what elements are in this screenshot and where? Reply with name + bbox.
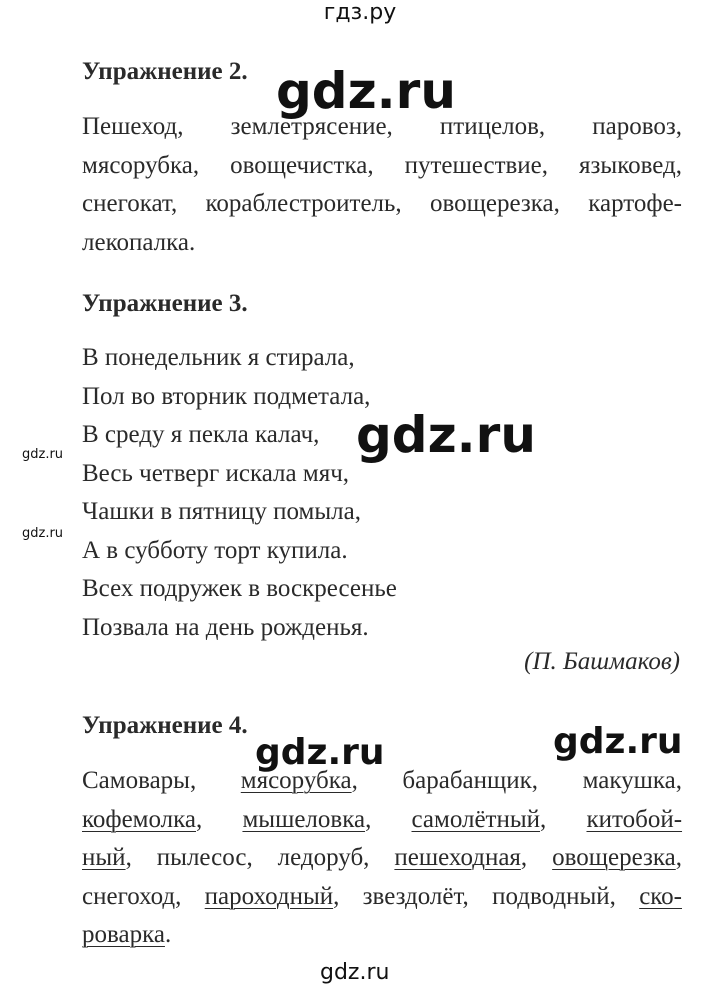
exercise-2-text (82, 108, 682, 262)
poem-author: (П. Башмаков) (524, 648, 680, 675)
exercise-3-title: Упражнение 3. (82, 290, 248, 317)
text-fragment: . (164, 921, 172, 948)
exercise-3-poem (82, 339, 397, 647)
watermark-bottom: gdz.ru (320, 960, 390, 985)
poem-line: А в субботу торт купила. (82, 536, 348, 564)
text-line: мясорубка, овощечистка, путешествие, языковед, (82, 151, 682, 179)
text-line (82, 916, 682, 955)
text-fragment: , пылесос, ледоруб, (125, 844, 395, 871)
text-fragment: снегоход, (82, 882, 205, 910)
text-line: Пешеход, землетрясение, птицелов, паровоз, (82, 113, 682, 140)
underlined-word: пешеходная (394, 844, 521, 871)
poem-line: Позвала на день рожденья. (82, 613, 369, 641)
underlined-word: самолётный (411, 805, 541, 833)
watermark-small: gdz.ru (22, 526, 64, 541)
watermark-top: гдз.ру (323, 0, 397, 25)
underlined-word: ско- (639, 882, 682, 910)
watermark-medium: gdz.ru (255, 732, 385, 773)
text-line (82, 878, 682, 917)
underlined-word: китобой- (586, 805, 683, 833)
poem-line: В понедельник я стирала, (82, 344, 355, 371)
underlined-word: мясорубка (240, 767, 352, 794)
underlined-word: кофемолка (82, 805, 197, 833)
underlined-word: мышеловка (242, 805, 366, 833)
underlined-word: пароходный (204, 882, 334, 910)
watermark-large: gdz.ru (356, 406, 536, 464)
text-line (82, 801, 682, 840)
text-fragment: , (540, 805, 587, 833)
poem-line: В среду я пекла калач, (82, 421, 320, 448)
text-line: лекопалка. (82, 228, 196, 256)
exercise-2-title: Упражнение 2. (82, 58, 248, 85)
poem-line: Всех подружек в воскресенье (82, 575, 397, 602)
underlined-word: овощерезка (552, 844, 676, 871)
text-fragment: , звездолёт, подводный, (333, 882, 640, 910)
watermark-medium: gdz.ru (553, 721, 683, 762)
poem-line: Весь четверг искала мяч, (82, 459, 350, 487)
text-fragment: , (196, 805, 243, 833)
poem-line: Чашки в пятницу помыла, (82, 498, 361, 525)
underlined-word: роварка (82, 921, 165, 948)
text-fragment: , (520, 844, 553, 871)
underlined-word: ный (82, 844, 126, 871)
text-line (82, 762, 682, 801)
exercise-4-title: Упражнение 4. (82, 712, 248, 739)
poem-line: Пол во вторник подметала, (82, 382, 371, 410)
watermark-large: gdz.ru (276, 62, 456, 120)
watermark-small: gdz.ru (22, 447, 64, 462)
text-fragment: , (365, 805, 412, 833)
text-fragment: Самовары, (82, 767, 241, 794)
text-fragment: , барабанщик, макушка, (351, 767, 682, 794)
text-line (82, 839, 682, 878)
text-line: снегокат, кораблестроитель, овощерезка, картофе- (82, 190, 682, 217)
text-fragment: , (675, 844, 683, 871)
exercise-4-text (82, 762, 682, 955)
